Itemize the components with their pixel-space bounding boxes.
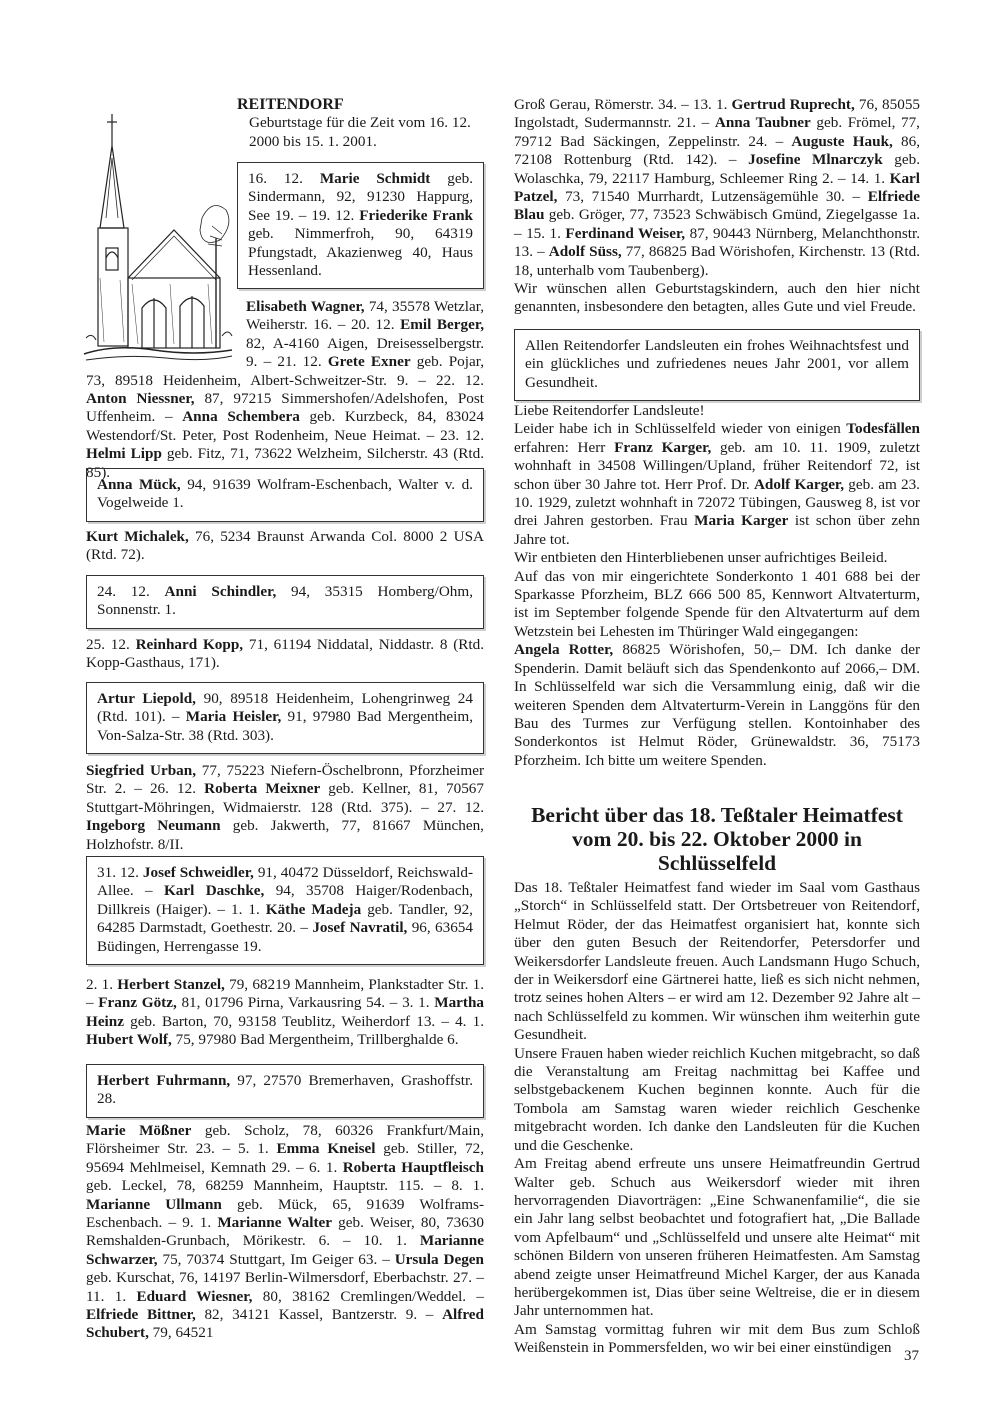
- condolence-paragraph: Wir entbieten den Hinterbliebenen unser aufrichtiges Beileid.: [514, 549, 888, 567]
- birthday-list-2: Kurt Michalek, 76, 5234 Braunst Arwanda Col. 8000 2 USA (Rtd. 72).: [86, 528, 484, 564]
- letter-salutation: Liebe Reitendorfer Landsleute!: [514, 402, 705, 419]
- article-paragraph-2: Unsere Frauen haben wieder reichlich Kuchen mitgebracht, so daß die Veranstaltung am Freitag nachmittag bei Kaffee und selbstgebackenem Kuchen beginnen konnte. Auch für die Tombola am Samstag waren wieder reichlich Geschenke mitgebracht worden. Ich danke den Landsleuten für die Kuchen und die Geschenke.: [514, 1044, 920, 1154]
- birthday-box-6: Herbert Fuhrmann, 97, 27570 Bremerhaven, Grashoffstr. 28.: [86, 1064, 484, 1118]
- birthday-box-5: 31. 12. Josef Schweidler, 91, 40472 Düsseldorf, Reichswald-Allee. – Karl Daschke, 94, 35708 Haiger/Rodenbach, Dillkreis (Haiger). – 1. 1. Käthe Madeja geb. Tandler, 92, 64285 Darmstadt, Goethestr. 20. – Josef Navratil, 96, 63654 Büdingen, Herrengasse 19.: [86, 856, 484, 965]
- birthday-box-3: 24. 12. Anni Schindler, 94, 35315 Homberg/Ohm, Sonnenstr. 1.: [86, 575, 484, 629]
- float-spacer: [86, 298, 246, 368]
- article-title: Bericht über das 18. Teßtaler Heimatfest vom 20. bis 22. Oktober 2000 in Schlüsselfeld: [531, 803, 903, 875]
- birthday-list-3: 25. 12. Reinhard Kopp, 71, 61194 Niddatal, Niddastr. 8 (Rtd. Kopp-Gasthaus, 171).: [86, 636, 485, 672]
- donor-paragraph: Angela Rotter, 86825 Wörishofen, 50,– DM. Ich danke der Spenderin. Damit beläuft sich das Spendenkonto auf 2066,– DM. In Schlüsselfeld war sich die Versammlung einig, daß wir die weiteren Spenden dem Altvaterturm-Verein in Langgöns für den Bau des Turmes zur Verfügung stellen. Kontoinhaber des Sonderkontos ist Helmut Röder, Grünewaldstr. 36, 75173 Pforzheim. Ich bitte um weitere Spenden.: [514, 641, 920, 769]
- article-paragraph-3: Am Freitag abend erfreute uns unsere Heimatfreundin Gertrud Walter geb. Schuch aus Weikersdorf wieder mit ihren hervorragenden Diavorträgen: „Eine Schwanenfamilie“, die sie ein Jahr lang selbst beobachtet und fotografiert hat, „Die Ballade vom Apfelbaum“ und „Schlüsselfeld und unsere alte Heimat“ mit schönen Bildern von unseren früheren Heimatfesten. Am Samstag abend zeigte unser Heimatfreund Michel Karger, der aus Kanada herübergekommen ist, Dias über seine Weltreise, die er in diesem Jahr unternommen hat.: [514, 1155, 920, 1320]
- article-paragraph-1: Das 18. Teßtaler Heimatfest fand wieder im Saal vom Gasthaus „Storch“ in Schlüsselfeld statt. Der Ortsbetreuer von Reitendorf, Helmut Röder, der das Heimatfest organisiert hat, konnte sich über den guten Besuch der Reitendorfer, Petersdorfer und Weikersdorfer Landsleute freuen. Auch Landsmann Hugo Schuch, der in Weikersdorf eine Gärtnerei hatte, ließ es sich nicht nehmen, trotz seines hohen Alters – er wird am 12. Dezember 92 Jahre alt – nach Schlüsselfeld zu kommen. Wir wünschen ihm weiterhin gute Gesundheit.: [514, 879, 920, 1044]
- deaths-paragraph: Leider habe ich in Schlüsselfeld wieder von einigen Todesfällen erfahren: Herr Franz Karger, geb. am 10. 11. 1909, zuletzt wohnhaft in 34508 Willingen/Upland, früher Reitendorf 72, ist schon über 30 Jahre tot. Herr Prof. Dr. Adolf Karger, geb. am 23. 10. 1929, zuletzt wohnhaft in 72072 Tübingen, Gausweg 8, ist vor drei Jahren gestorben. Frau Maria Karger ist schon über zehn Jahre tot.: [514, 420, 921, 548]
- birthday-list-4: Siegfried Urban, 77, 75223 Niefern-Öschelbronn, Pforzheimer Str. 2. – 26. 12. Roberta Meixner geb. Kellner, 81, 70567 Stuttgart-Möhringen, Widmaierstr. 128 (Rtd. 375). – 27. 12. Ingeborg Neumann geb. Jakwerth, 77, 81667 München, Holzhofstr. 8/II.: [86, 762, 485, 853]
- page-number: 37: [904, 1348, 919, 1364]
- article: [514, 803, 920, 1358]
- birthday-box-4: Artur Liepold, 90, 89518 Heidenheim, Lohengrinweg 24 (Rtd. 101). – Maria Heisler, 91, 97980 Bad Mergentheim, Von-Salza-Str. 38 (Rtd. 303).: [86, 682, 484, 754]
- birthday-box-1: 16. 12. Marie Schmidt geb. Sindermann, 92, 91230 Happurg, See 19. – 19. 12. Friederike Frank geb. Nimmerfroh, 90, 64319 Pfungstadt, Akazienweg 40, Haus Hessenland.: [237, 162, 484, 289]
- birthday-list-continued: Groß Gerau, Römerstr. 34. – 13. 1. Gertrud Ruprecht, 76, 85055 Ingolstadt, Sudermannstr. 21. – Anna Taubner geb. Frömel, 77, 79712 Bad Säckingen, Zeppelinstr. 24. – Auguste Hauk, 86, 72108 Rottenburg (Rtd. 142). – Josefine Mlnarczyk geb. Wolaschka, 79, 22117 Hamburg, Schleemer Ring 2. – 14. 1. Karl Patzel, 73, 71540 Murrhardt, Lutzensägemühle 30. – Elfriede Blau geb. Gröger, 77, 73523 Schwäbisch Gmünd, Ziegelgasse 1a. – 15. 1. Ferdinand Weiser, 87, 90443 Nürnberg, Melanchthonstr. 13. – Adolf Süss, 77, 86825 Bad Wörishofen, Kirchenstr. 13 (Rtd. 18, unterhalb vom Taubenberg). Wir wünschen allen Geburtstagskindern, auch den hier nicht genannten, insbesondere den betagten, alles Gute und viel Freude.: [514, 96, 921, 316]
- birthday-list-5: 2. 1. Herbert Stanzel, 79, 68219 Mannheim, Plankstadter Str. 1. – Franz Götz, 81, 01796 Pirna, Varkausring 54. – 3. 1. Martha Heinz geb. Barton, 70, 93158 Teublitz, Weiherdorf 13. – 4. 1. Hubert Wolf, 75, 97980 Bad Mergentheim, Trillberghalde 6.: [86, 976, 485, 1049]
- birthday-list-1: Elisabeth Wagner, 74, 35578 Wetzlar, Weiherstr. 16. – 20. 12. Emil Berger, 82, A-4160 Aigen, Dreisesselbergstr. 9. – 21. 12. Grete Exner geb. Pojar, 73, 89518 Heidenheim, Albert-Schweitzer-Str. 9. – 22. 12. Anton Niessner, 87, 97215 Simmershofen/Adelshofen, Post Uffenheim. – Anna Schembera geb. Kurzbeck, 84, 83024 Westendorf/St. Peter, Post Rodenheim, Neue Heimat. – 23. 12. Helmi Lipp geb. Fitz, 71, 73622 Welzheim, Silcherstr. 43 (Rtd. 85).: [86, 298, 485, 481]
- donation-paragraph: Auf das von mir eingerichtete Sonderkonto 1 401 688 bei der Sparkasse Pforzheim, BLZ 666 500 85, Kennwort Altvaterturm, ist im September folgende Spende für den Altvaterturm auf dem Wetzstein bei Lehesten im Thüringer Wald eingegangen:: [514, 567, 920, 640]
- letter-section: [514, 402, 920, 770]
- birthday-box-2: Anna Mück, 94, 91639 Wolfram-Eschenbach, Walter v. d. Vogelweide 1.: [86, 468, 484, 522]
- section-heading: REITENDORF: [237, 96, 344, 113]
- christmas-greeting-box: Allen Reitendorfer Landsleuten ein frohes Weihnachtsfest und ein glückliches und zufriedenes neues Jahr 2001, vor allem Gesundheit.: [514, 329, 920, 401]
- section-subheading: Geburtstage für die Zeit vom 16. 12. 2000 bis 15. 1. 2001.: [249, 114, 471, 150]
- birthday-list-6: Marie Mößner geb. Scholz, 78, 60326 Frankfurt/Main, Flörsheimer Str. 23. – 5. 1. Emma Kneisel geb. Stiller, 72, 95694 Mehlmeisel, Kemnath 29. – 6. 1. Roberta Hauptfleisch geb. Leckel, 78, 68259 Mannheim, Hauptstr. 115. – 8. 1. Marianne Ullmann geb. Mück, 65, 91639 Wolframs-Eschenbach. – 9. 1. Marianne Walter geb. Weiser, 80, 73630 Remshalden-Grunbach, Mörikestr. 6. – 10. 1. Marianne Schwarzer, 75, 70374 Stuttgart, Im Geiger 63. – Ursula Degen geb. Kurschat, 76, 14197 Berlin-Wilmersdorf, Eberbachstr. 27. – 11. 1. Eduard Wiesner, 80, 38162 Cremlingen/Weddel. – Elfriede Bittner, 82, 34121 Kassel, Bantzerstr. 9. – Alfred Schubert, 79, 64521: [86, 1122, 484, 1342]
- wishes-paragraph: Wir wünschen allen Geburtstagskindern, auch den hier nicht genannten, insbesondere den betagten, alles Gute und viel Freude.: [514, 280, 920, 316]
- article-paragraph-4: Am Samstag vormittag fuhren wir mit dem Bus zum Schloß Weißenstein in Pommersfelden, wo wir bei einer einstündigen: [514, 1320, 920, 1357]
- reitendorf-header: [237, 96, 483, 151]
